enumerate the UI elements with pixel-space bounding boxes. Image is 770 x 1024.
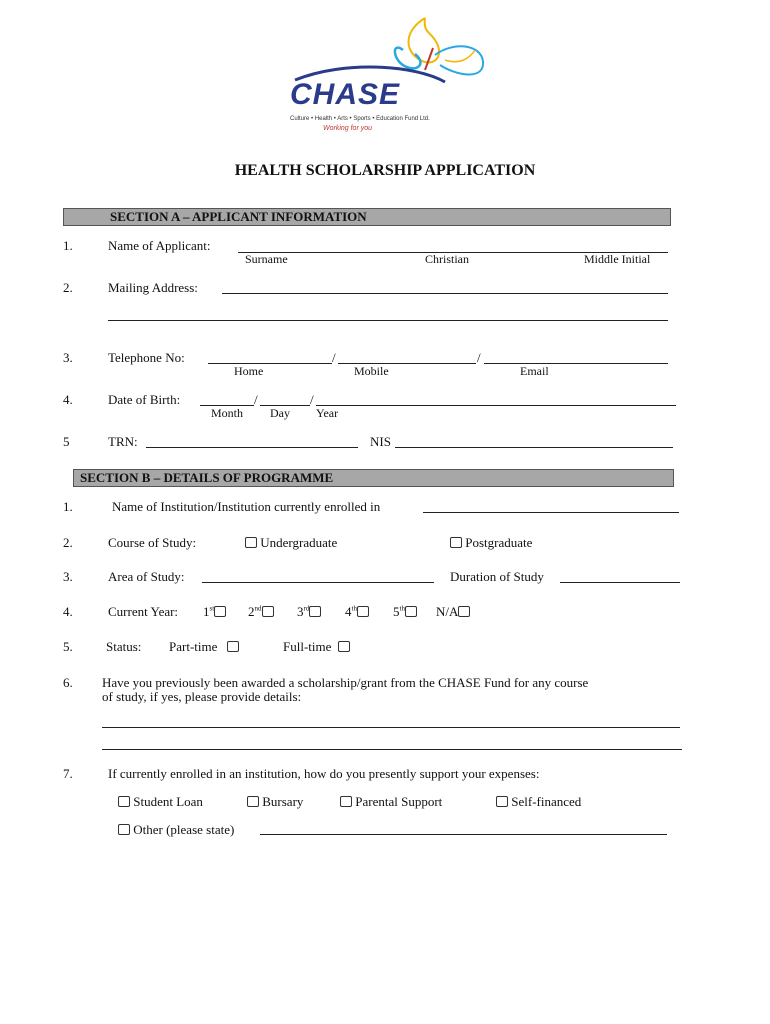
year-na-option[interactable]	[436, 604, 470, 620]
day-caption: Day	[270, 406, 290, 420]
item-number: 5	[63, 434, 70, 449]
checkbox-icon[interactable]	[357, 606, 369, 617]
mailing-address-label: Mailing Address:	[108, 280, 198, 295]
year-1-option[interactable]	[203, 604, 226, 620]
slash-separator: /	[310, 392, 314, 407]
previous-scholarship-field-2[interactable]	[102, 749, 682, 750]
undergraduate-option[interactable]	[245, 535, 337, 551]
year-4-label: 4	[345, 604, 352, 619]
chase-logo	[285, 10, 495, 135]
year-3-label: 3	[297, 604, 304, 619]
parental-support-label: Parental Support	[355, 794, 443, 809]
logo-slogan: Working for you	[323, 125, 373, 132]
self-financed-label: Self-financed	[511, 794, 582, 809]
item-number: 5.	[63, 639, 73, 654]
applicant-name-label: Name of Applicant:	[108, 238, 211, 253]
home-phone-field[interactable]	[208, 363, 332, 364]
mobile-caption: Mobile	[354, 364, 389, 378]
slash-separator: /	[477, 350, 481, 365]
logo-tagline: Culture • Health • Arts • Sports • Education Fund Ltd.	[290, 116, 430, 122]
duration-label: Duration of Study	[450, 569, 544, 584]
course-of-study-label: Course of Study:	[108, 535, 197, 550]
checkbox-icon[interactable]	[227, 641, 239, 652]
checkbox-icon[interactable]	[309, 606, 321, 617]
ordinal-suffix: th	[399, 604, 405, 613]
christian-caption: Christian	[425, 252, 469, 266]
bursary-option[interactable]	[247, 794, 303, 810]
email-caption: Email	[520, 364, 549, 378]
nis-label: NIS	[370, 434, 391, 449]
parental-support-option[interactable]	[340, 794, 442, 810]
year-na-label: N/A	[436, 604, 459, 619]
checkbox-icon[interactable]	[118, 824, 130, 835]
full-time-label: Full-time	[283, 639, 332, 654]
other-label: Other (please state)	[133, 822, 235, 837]
item-number: 3.	[63, 350, 73, 365]
item-number: 6.	[63, 675, 73, 690]
checkbox-icon[interactable]	[450, 537, 462, 548]
item-number: 7.	[63, 766, 73, 781]
other-field[interactable]	[260, 834, 667, 835]
item-number: 2.	[63, 535, 73, 550]
trn-label: TRN:	[108, 434, 138, 449]
institution-field[interactable]	[423, 512, 679, 513]
previous-scholarship-question-2: of study, if yes, please provide details:	[102, 689, 302, 704]
self-financed-option[interactable]	[496, 794, 581, 810]
year-5-label: 5	[393, 604, 400, 619]
ordinal-suffix: rd	[303, 604, 310, 613]
logo-wordmark: CHASE	[290, 78, 401, 111]
checkbox-icon[interactable]	[458, 606, 470, 617]
checkbox-icon[interactable]	[262, 606, 274, 617]
status-label: Status:	[106, 639, 142, 654]
postgraduate-label: Postgraduate	[465, 535, 533, 550]
slash-separator: /	[254, 392, 258, 407]
ordinal-suffix: th	[351, 604, 357, 613]
item-number: 2.	[63, 280, 73, 295]
telephone-label: Telephone No:	[108, 350, 185, 365]
previous-scholarship-field[interactable]	[102, 727, 680, 728]
postgraduate-option[interactable]	[450, 535, 532, 551]
year-2-label: 2	[248, 604, 255, 619]
student-loan-option[interactable]	[118, 794, 203, 810]
mailing-address-field-2[interactable]	[108, 320, 668, 321]
dob-label: Date of Birth:	[108, 392, 181, 407]
other-option[interactable]	[118, 822, 234, 838]
support-expenses-question: If currently enrolled in an institution, how do you presently support your expenses:	[108, 766, 540, 781]
checkbox-icon[interactable]	[496, 796, 508, 807]
section-a-title: SECTION A – APPLICANT INFORMATION	[110, 209, 367, 224]
year-5-option[interactable]	[393, 604, 417, 620]
institution-label: Name of Institution/Institution currently enrolled in	[112, 499, 381, 514]
section-b-header	[73, 469, 674, 487]
ordinal-suffix: nd	[254, 604, 262, 613]
checkbox-icon[interactable]	[245, 537, 257, 548]
middle-initial-caption: Middle Initial	[584, 252, 651, 266]
checkbox-icon[interactable]	[118, 796, 130, 807]
full-time-option[interactable]	[283, 639, 350, 655]
year-4-option[interactable]	[345, 604, 369, 620]
slash-separator: /	[332, 350, 336, 365]
student-loan-label: Student Loan	[133, 794, 203, 809]
part-time-option[interactable]	[169, 639, 239, 655]
item-number: 4.	[63, 392, 73, 407]
year-caption: Year	[316, 406, 339, 420]
item-number: 4.	[63, 604, 73, 619]
email-field[interactable]	[484, 363, 668, 364]
duration-field[interactable]	[560, 582, 680, 583]
dob-year-field[interactable]	[316, 405, 676, 406]
month-caption: Month	[211, 406, 244, 420]
year-1-label: 1	[203, 604, 210, 619]
part-time-label: Part-time	[169, 639, 218, 654]
undergraduate-label: Undergraduate	[260, 535, 338, 550]
bursary-label: Bursary	[262, 794, 304, 809]
ordinal-suffix: st	[209, 604, 215, 613]
home-caption: Home	[234, 364, 264, 378]
current-year-label: Current Year:	[108, 604, 179, 619]
surname-caption: Surname	[245, 252, 288, 266]
checkbox-icon[interactable]	[214, 606, 226, 617]
year-2-option[interactable]	[248, 604, 274, 620]
page-title: HEALTH SCHOLARSHIP APPLICATION	[234, 162, 536, 179]
item-number: 1.	[63, 238, 73, 253]
item-number: 3.	[63, 569, 73, 584]
mailing-address-field[interactable]	[222, 293, 668, 294]
area-of-study-label: Area of Study:	[108, 569, 185, 584]
area-of-study-field[interactable]	[202, 582, 434, 583]
nis-field[interactable]	[395, 447, 673, 448]
trn-field[interactable]	[146, 447, 358, 448]
checkbox-icon[interactable]	[405, 606, 417, 617]
section-a-header	[63, 208, 671, 226]
previous-scholarship-question: Have you previously been awarded a scholarship/grant from the CHASE Fund for any course	[102, 675, 589, 690]
checkbox-icon[interactable]	[247, 796, 259, 807]
year-3-option[interactable]	[297, 604, 321, 620]
section-b-title: SECTION B – DETAILS OF PROGRAMME	[80, 470, 334, 485]
item-number: 1.	[63, 499, 73, 514]
checkbox-icon[interactable]	[340, 796, 352, 807]
checkbox-icon[interactable]	[338, 641, 350, 652]
